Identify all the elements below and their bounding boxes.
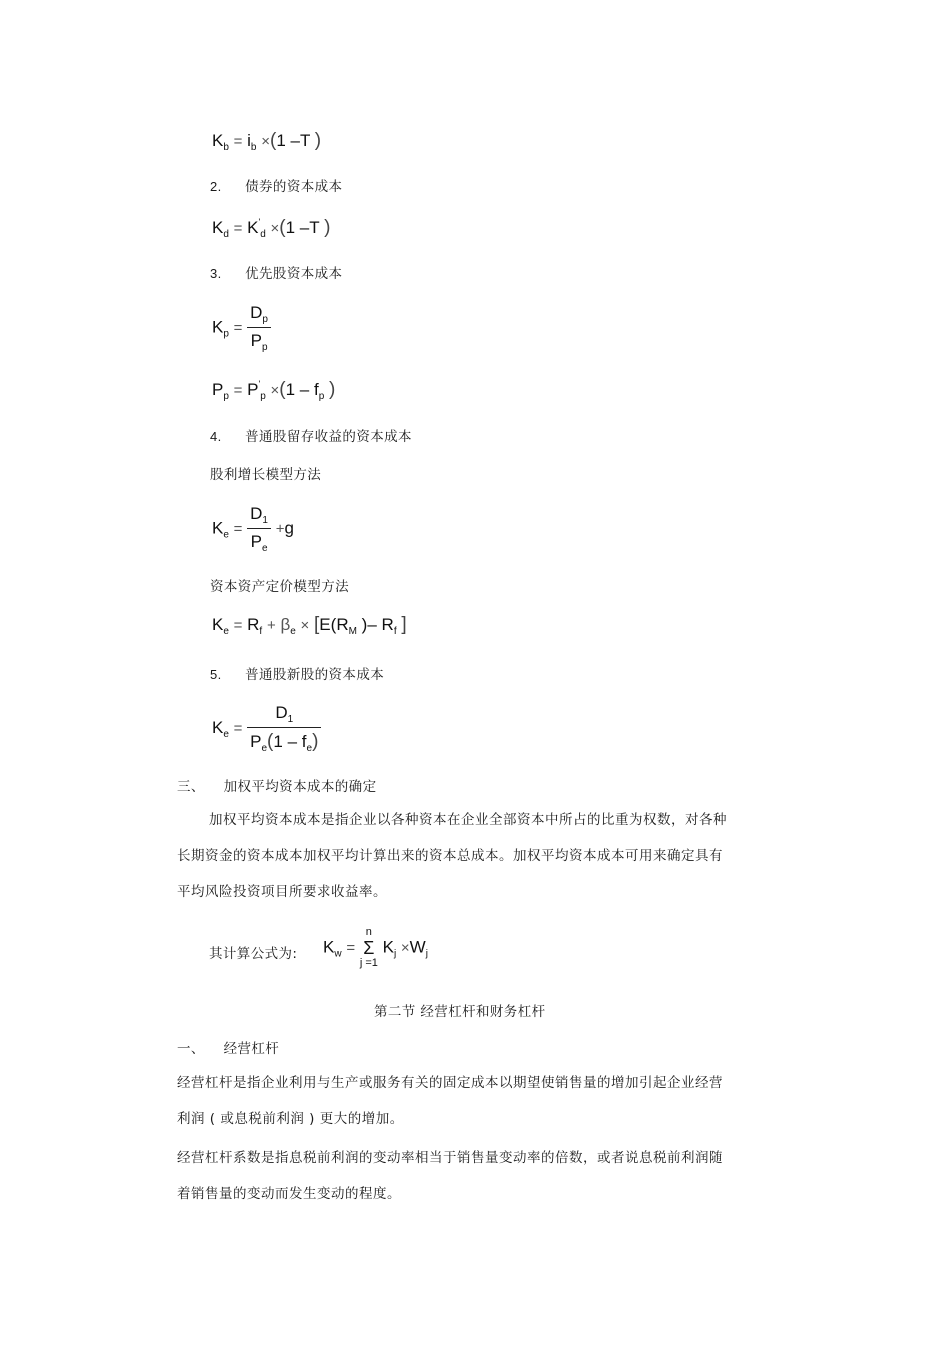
formula-ke-capm: $K_e = R_f + \beta_e \times [E(R_M$ )– $R_f$ ] <box>212 614 407 637</box>
formula-ke-new: $K_e$ = $\frac{D_1}{P_e(1 - f_e)}$ <box>212 703 321 754</box>
item-2: 2. 债券的资本成本 <box>210 179 343 195</box>
summation-symbol: n Σ j =1 <box>359 926 378 969</box>
section-title: 第二节 经营杠杆和财务杠杆 <box>374 1004 546 1020</box>
section-3-paragraph: 加权平均资本成本是指企业以各种资本在企业全部资本中所占的比重为权数，对各种长期资金的资本成本加权平均计算出来的资本总成本。加权平均资本成本可用来确定具有平均风险投资项目所要求收益率。 <box>177 812 727 900</box>
section-1-heading: 一、 经营杠杆 <box>177 1041 280 1057</box>
section-1-paragraph-1: 经营杠杆是指企业利用与生产或服务有关的固定成本以期望使销售量的增加引起企业经营利润 ( 或息税前利润 ) 更大的增加。 <box>177 1075 723 1127</box>
formula-ke-growth: $K_e$ = $\frac{D_1}{P_e}$ +g <box>212 504 294 554</box>
formula-kd: $K_d = K'_d \times(1$ –T ) <box>212 217 331 240</box>
item-3: 3. 优先股资本成本 <box>210 266 343 282</box>
fraction-kp: $\frac{D_p}{P_p}$ <box>247 303 271 353</box>
formula-kw: $K_w = n$ Σ j =1 $K_j \times W_j$ <box>323 926 428 969</box>
item-5: 5. 普通股新股的资本成本 <box>210 667 385 683</box>
formula-kp: $K_p$ = $\frac{D_p}{P_p}$ <box>212 303 271 353</box>
section-3-heading: 三、 加权平均资本成本的确定 <box>177 779 377 795</box>
fraction-ke-new: $\frac{D_1}{P_e(1 - f_e)}$ <box>247 703 321 754</box>
subhead-dividend-growth: 股利增长模型方法 <box>210 467 322 483</box>
subhead-capm: 资本资产定价模型方法 <box>210 579 349 595</box>
fraction-ke-growth: $\frac{D_1}{P_e}$ <box>247 504 271 554</box>
section-1-paragraph-2: 经营杠杆系数是指息税前利润的变动率相当于销售量变动率的倍数，或者说息税前利润随着销售量的变动而发生变动的程度。 <box>177 1150 723 1202</box>
formula-kb: $K_b = i_b \times(1$ –T ) <box>212 130 322 153</box>
item-4: 4. 普通股留存收益的资本成本 <box>210 429 412 445</box>
formula-pp: $P_p = P'_p \times(1 - f_p$ ) <box>212 379 336 402</box>
formula-label: 其计算公式为: <box>209 946 298 962</box>
